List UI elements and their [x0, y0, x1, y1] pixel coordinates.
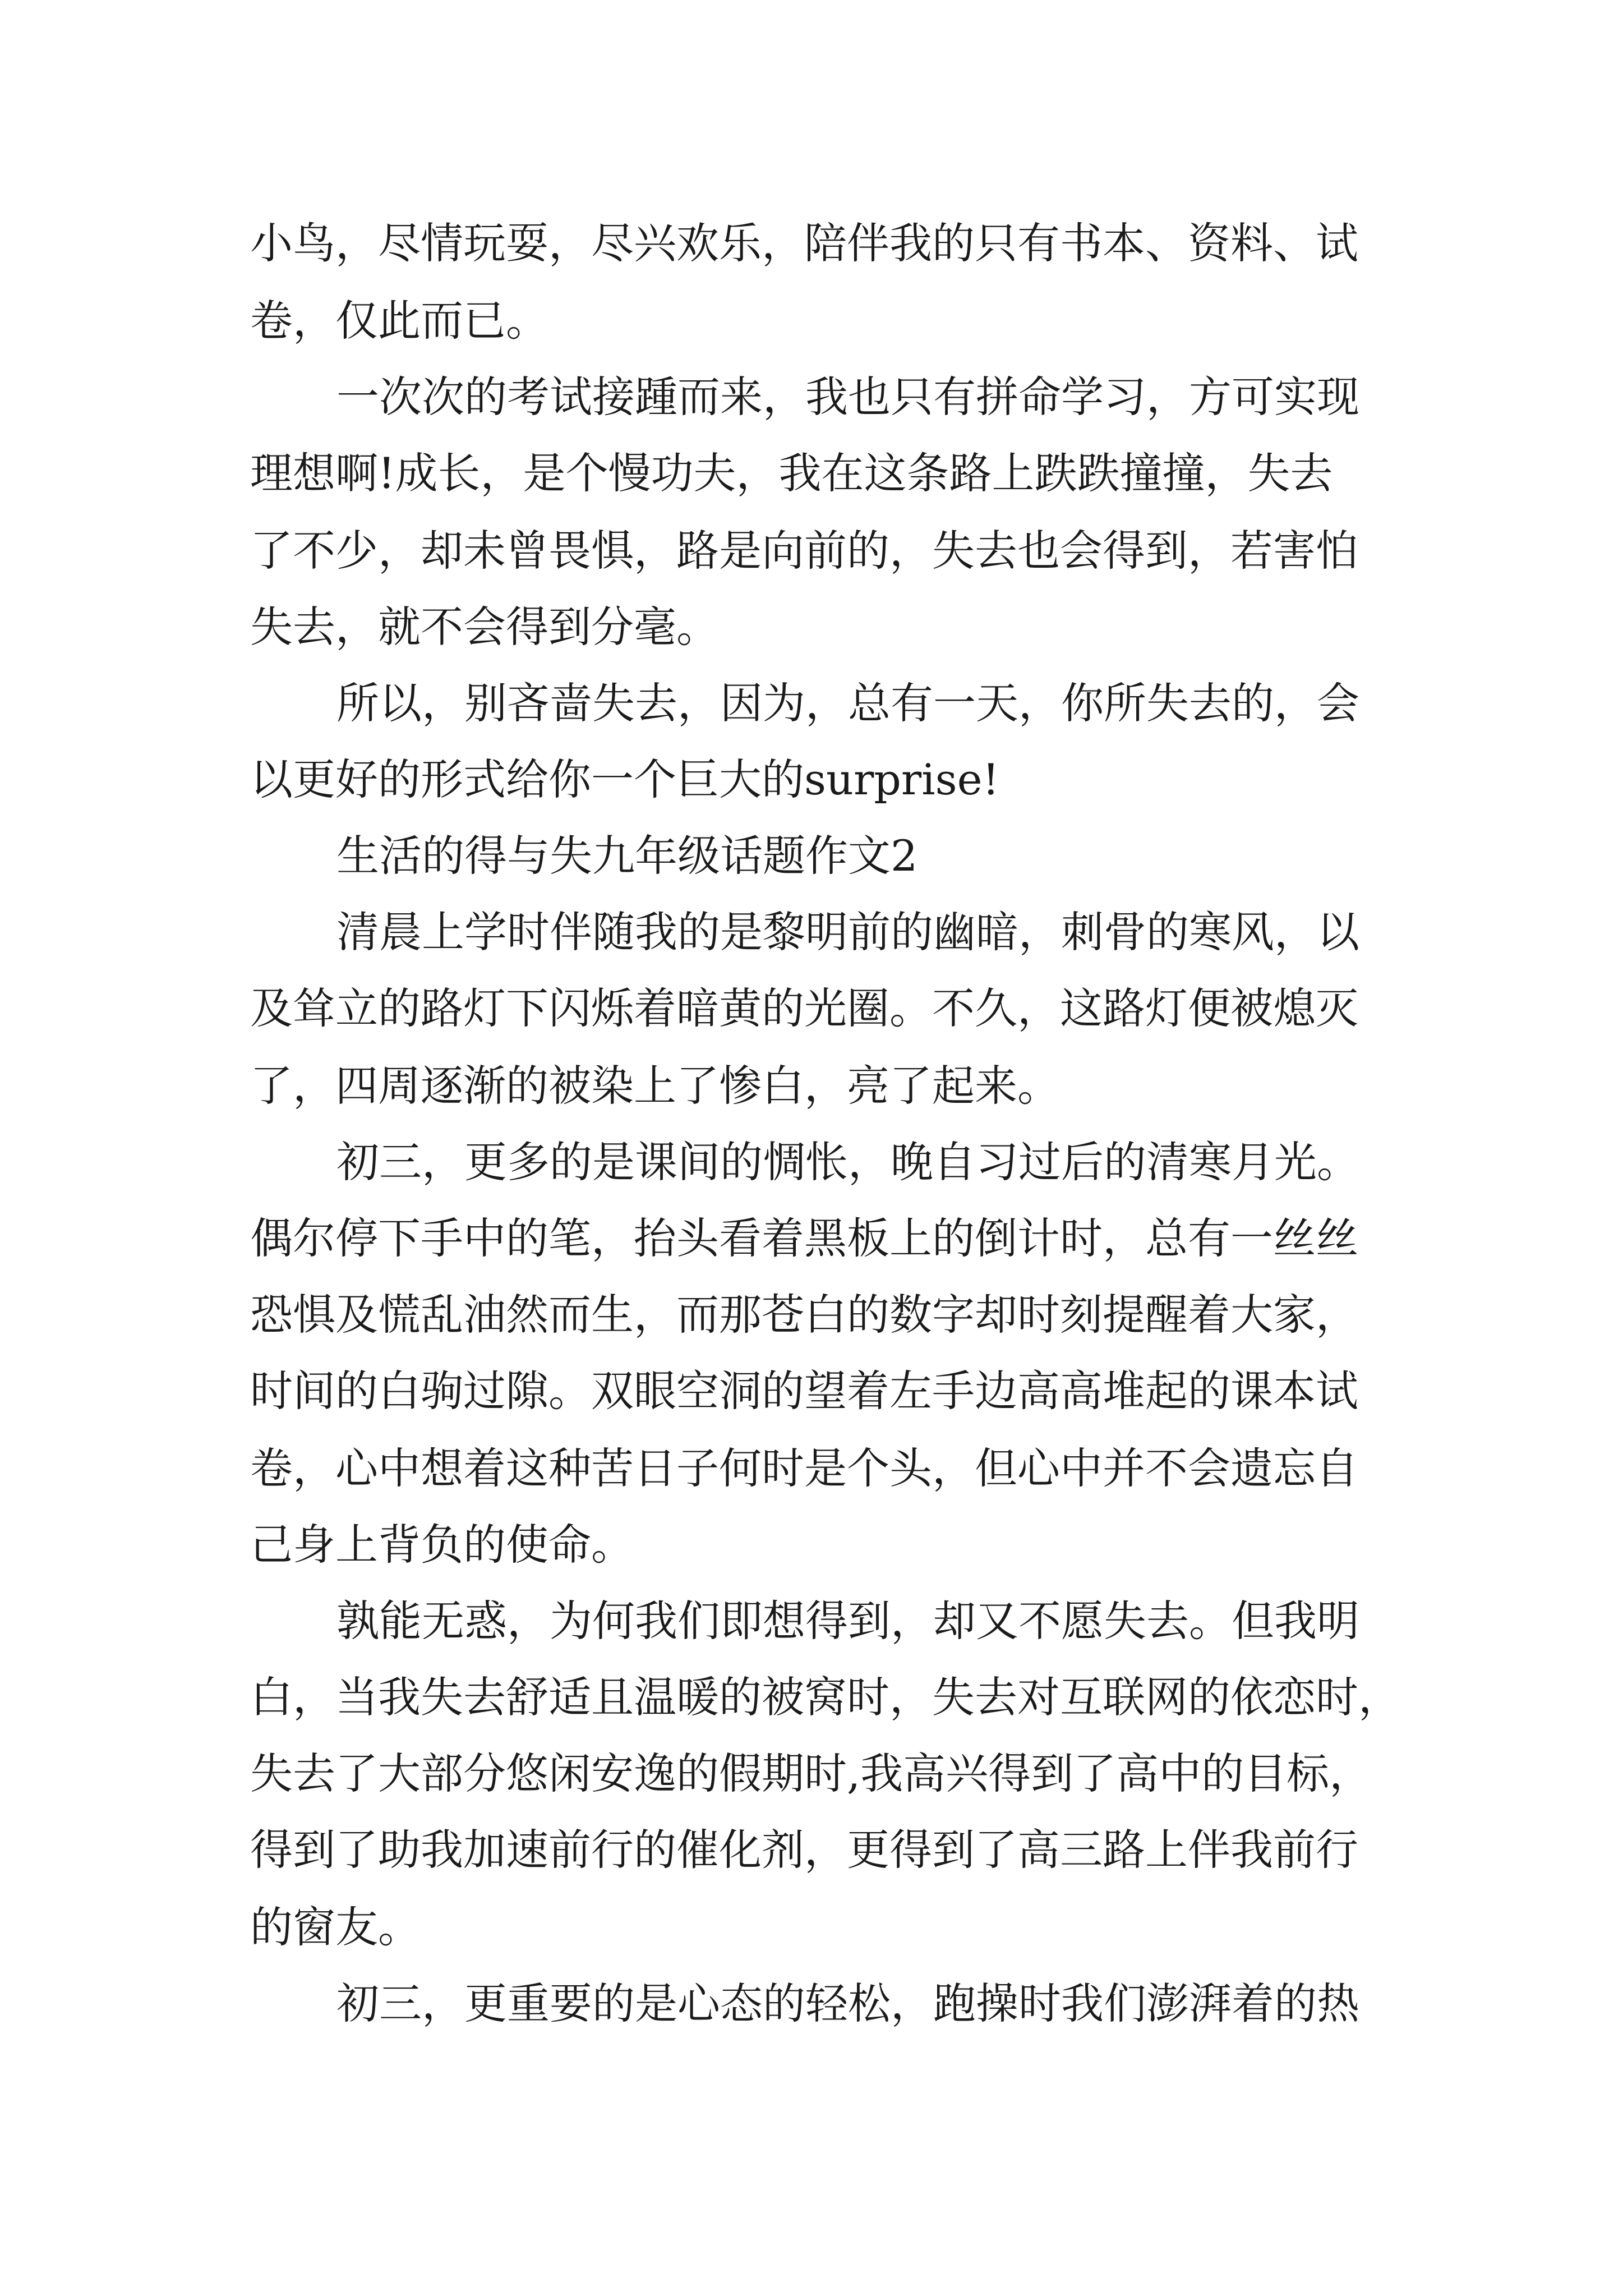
paragraph-first-line: 孰能无惑，为何我们即想得到，却又不愿失去。但我明 — [336, 1596, 1359, 1646]
text-line: 小鸟，尽情玩耍，尽兴欢乐，陪伴我的只有书本、资料、试 — [250, 218, 1358, 268]
section-heading: 生活的得与失九年级话题作文2 — [336, 831, 918, 881]
text-line: 时间的白驹过隙。双眼空洞的望着左手边高高堆起的课本试 — [250, 1366, 1358, 1416]
text-line: 白，当我失去舒适且温暖的被窝时，失去对互联网的依恋时， — [250, 1672, 1401, 1722]
text-line: 偶尔停下手中的笔，抬头看着黑板上的倒计时，总有一丝丝 — [250, 1213, 1358, 1263]
text-line: 卷，心中想着这种苦日子何时是个头，但心中并不会遗忘自 — [250, 1443, 1358, 1493]
text-line: 失去了大部分悠闲安逸的假期时,我高兴得到了高中的目标， — [250, 1749, 1372, 1798]
text-line: 卷，仅此而已。 — [250, 296, 548, 346]
text-line: 己身上背负的使命。 — [250, 1520, 634, 1570]
paragraph-first-line: 初三，更多的是课间的惆怅，晚自习过后的清寒月光。 — [336, 1137, 1359, 1187]
text-line: 的窗友。 — [250, 1902, 421, 1952]
text-line: 理想啊!成长，是个慢功夫，我在这条路上跌跌撞撞，失去 — [250, 448, 1333, 498]
text-line: 失去，就不会得到分毫。 — [250, 602, 719, 652]
paragraph-first-line: 初三，更重要的是心态的轻松，跑操时我们澎湃着的热 — [336, 1978, 1359, 2028]
text-line: 得到了助我加速前行的催化剂，更得到了高三路上伴我前行 — [250, 1825, 1358, 1875]
text-line: 以更好的形式给你一个巨大的surprise! — [250, 754, 1000, 804]
text-line: 恐惧及慌乱油然而生，而那苍白的数字却时刻提醒着大家， — [250, 1290, 1358, 1340]
paragraph-first-line: 一次次的考试接踵而来，我也只有拼命学习，方可实现 — [336, 372, 1359, 422]
paragraph-first-line: 清晨上学时伴随我的是黎明前的幽暗，刺骨的寒风，以 — [336, 907, 1359, 957]
text-line: 了，四周逐渐的被染上了惨白，亮了起来。 — [250, 1061, 1060, 1111]
text-line: 及耸立的路灯下闪烁着暗黄的光圈。不久，这路灯便被熄灭 — [250, 983, 1358, 1033]
paragraph-first-line: 所以，别吝啬失去，因为，总有一天，你所失去的，会 — [336, 678, 1359, 728]
text-line: 了不少，却未曾畏惧，路是向前的，失去也会得到，若害怕 — [250, 526, 1358, 576]
